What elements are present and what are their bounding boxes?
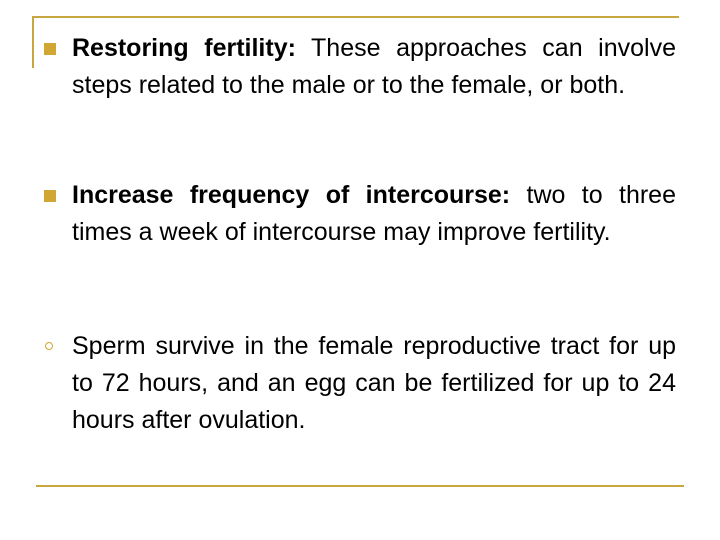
bullet-text: Sperm survive in the female reproductive tract for up to 72 hours, and an egg can be fertilized for up to 24 hours after ovulation. xyxy=(72,332,676,434)
bullet-item-restoring-fertility xyxy=(72,30,676,104)
bottom-rule xyxy=(36,485,684,487)
bullet-heading: Restoring fertility: xyxy=(72,34,296,62)
bullet-circle-marker xyxy=(45,342,53,350)
bullet-item-intercourse-frequency xyxy=(72,177,676,251)
bullet-square-marker xyxy=(44,190,56,202)
top-corner-rule xyxy=(32,16,34,68)
top-rule xyxy=(32,16,679,18)
bullet-text: These approaches can involve steps related to the male or to the female, or both. xyxy=(72,34,677,99)
bullet-item-sperm-survival xyxy=(72,328,676,439)
bullet-text: two to three times a week of intercourse may improve fertility. xyxy=(72,181,676,246)
bullet-heading: Increase frequency of intercourse: xyxy=(72,181,511,209)
bullet-square-marker xyxy=(44,43,56,55)
